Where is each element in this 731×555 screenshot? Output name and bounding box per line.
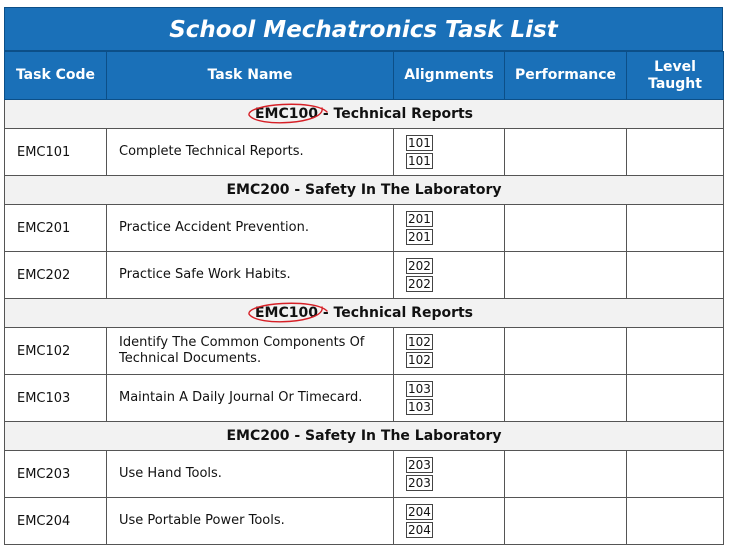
task-name-cell: Use Portable Power Tools. [107,498,394,545]
task-name-cell: Complete Technical Reports. [107,129,394,176]
performance-cell [505,205,627,252]
task-row [5,252,724,299]
section-code: EMC100 [255,106,318,122]
performance-cell [505,498,627,545]
task-code-cell: EMC101 [5,129,107,176]
column-header-level-taught [627,52,724,100]
level-taught-cell [627,328,724,375]
alignment-box: 204 [406,504,433,520]
task-row [5,205,724,252]
column-header-alignments: Alignments [394,52,505,100]
level-taught-cell [627,129,724,176]
section-title: - Technical Reports [317,305,474,321]
task-row [5,129,724,176]
header-row [5,52,724,100]
section-code: EMC200 [226,428,290,444]
performance-cell [505,252,627,299]
alignment-box: 102 [406,352,433,368]
alignment-box: 201 [406,229,433,245]
red-circle-annotation-icon [245,298,328,328]
task-name-cell: Identify The Common Components Of Technical Documents. [107,328,394,375]
section-code: EMC200 [226,182,290,198]
task-list-document [4,7,723,545]
alignments-cell [394,498,505,545]
section-row [5,299,724,328]
section-title: - Technical Reports [317,106,474,122]
section-title: - Safety In The Laboratory [289,182,502,198]
task-row [5,451,724,498]
alignment-box: 203 [406,475,433,491]
task-table [4,51,724,545]
alignments-cell [394,451,505,498]
section-row [5,422,724,451]
task-code-cell: EMC102 [5,328,107,375]
performance-cell [505,129,627,176]
performance-cell [505,328,627,375]
level-header-line-1: Level [654,58,696,75]
level-taught-cell [627,498,724,545]
section-row [5,100,724,129]
task-table-body [5,100,724,545]
task-code-cell: EMC103 [5,375,107,422]
task-code-cell: EMC204 [5,498,107,545]
alignment-box: 203 [406,457,433,473]
column-header-performance: Performance [505,52,627,100]
section-heading [5,100,724,129]
section-title: - Safety In The Laboratory [289,428,502,444]
task-code-cell: EMC202 [5,252,107,299]
task-name-cell: Practice Accident Prevention. [107,205,394,252]
task-code-cell: EMC203 [5,451,107,498]
alignment-box: 101 [406,135,433,151]
level-header-line-2: Taught [648,75,702,92]
alignment-box: 103 [406,399,433,415]
alignments-cell [394,129,505,176]
alignment-box: 204 [406,522,433,538]
performance-cell [505,451,627,498]
alignment-box: 202 [406,276,433,292]
alignment-box: 102 [406,334,433,350]
task-code-cell: EMC201 [5,205,107,252]
column-header-task-code: Task Code [5,52,107,100]
section-heading [5,299,724,328]
task-name-cell: Maintain A Daily Journal Or Timecard. [107,375,394,422]
alignment-box: 202 [406,258,433,274]
task-row [5,328,724,375]
alignments-cell [394,252,505,299]
performance-cell [505,375,627,422]
alignment-box: 201 [406,211,433,227]
red-circle-annotation-icon [245,99,328,129]
task-name-cell: Use Hand Tools. [107,451,394,498]
section-row [5,176,724,205]
task-row [5,375,724,422]
level-taught-cell [627,375,724,422]
section-heading [5,176,724,205]
task-row [5,498,724,545]
document-title: School Mechatronics Task List [4,7,723,51]
alignment-box: 103 [406,381,433,397]
level-taught-cell [627,252,724,299]
section-code: EMC100 [255,305,318,321]
level-taught-cell [627,205,724,252]
task-name-cell: Practice Safe Work Habits. [107,252,394,299]
alignments-cell [394,375,505,422]
level-taught-cell [627,451,724,498]
alignment-box: 101 [406,153,433,169]
section-heading [5,422,724,451]
column-header-task-name: Task Name [107,52,394,100]
alignments-cell [394,205,505,252]
alignments-cell [394,328,505,375]
